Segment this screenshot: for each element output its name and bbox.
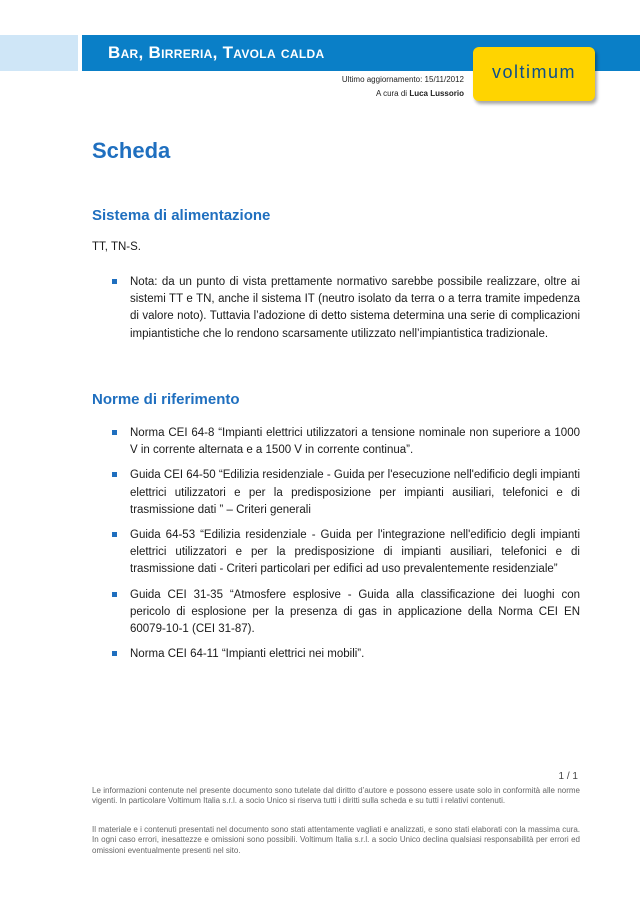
power-system-notes xyxy=(92,274,580,351)
list-item: Norma CEI 64-11 “Impianti elettrici nei mobili”. xyxy=(92,646,580,663)
reference-norms-list xyxy=(92,425,580,671)
heading-reference-norms: Norme di riferimento xyxy=(92,391,240,408)
disclaimer-notice: Il materiale e i contenuti presentati nel documento sono stati attentamente vagliati e analizzati, e sono stati elaborati con la massima cura. In ogni caso errori, inesattezze e omissioni sono possibili. Voltimum Italia s.r.l. a socio Unico declina qualsiasi responsabilità per errori ed omissioni eventualmente presenti nel sito. xyxy=(92,825,580,855)
bullet-icon xyxy=(112,472,117,477)
header-band-accent xyxy=(0,35,78,71)
voltimum-logo[interactable] xyxy=(473,47,595,101)
bullet-icon xyxy=(112,592,117,597)
heading-power-system: Sistema di alimentazione xyxy=(92,207,271,224)
last-updated: Ultimo aggiornamento: 15/11/2012 xyxy=(341,75,464,84)
list-item: Guida CEI 31-35 “Atmosfere esplosive - Guida alla classificazione dei luoghi con pericolo di esplosione per la presenza di gas in applicazione della Norma CEI EN 60079-10-1 (CEI 31-87). xyxy=(92,587,580,639)
list-item: Nota: da un punto di vista prettamente normativo sarebbe possibile realizzare, oltre ai sistemi TT e TN, anche il sistema IT (neutro isolato da terra o a terra tramite impedenza di valore noto). Tuttavia l’adozione di detto sistema determina una serie di complicazioni impiantistiche che lo rendono scarsamente utilizzato nell’impiantistica tradizionale. xyxy=(92,274,580,343)
copyright-notice: Le informazioni contenute nel presente documento sono tutelate dal diritto d’autore e possono essere usate solo in conformità alle norme vigenti. In particolare Voltimum Italia s.r.l. a socio Unico si riserva tutti i diritti sulla scheda e su tutti i relativi contenuti. xyxy=(92,786,580,806)
logo-text: voltimum xyxy=(491,62,576,82)
list-item: Guida CEI 64-50 “Edilizia residenziale - Guida per l'esecuzione nell'edificio degli impianti elettrici utilizzatori e per la predisposizione per impianti ausiliari, telefonici e di trasmissione dati ” – Criteri generali xyxy=(92,467,580,519)
page-number: 1 / 1 xyxy=(558,771,578,782)
curated-by: A cura di Luca Lussorio xyxy=(375,89,464,98)
list-item: Guida 64-53 “Edilizia residenziale - Guida per l'integrazione nell'edificio degli impianti elettrici utilizzatori e per la predisposizione di impianti ausiliari, telefonici e di trasmissione dati - Criteri particolari per edifici ad uso prevalentemente residenziale” xyxy=(92,527,580,579)
bullet-icon xyxy=(112,430,117,435)
page-title: Scheda xyxy=(92,138,171,163)
section-title: Bar, Birreria, Tavola calda xyxy=(108,43,325,62)
bullet-icon xyxy=(112,279,117,284)
bullet-icon xyxy=(112,651,117,656)
author-name: Luca Lussorio xyxy=(409,89,464,98)
list-item: Norma CEI 64-8 “Impianti elettrici utilizzatori a tensione nominale non superiore a 1000 V in corrente alternata e a 1500 V in corrente continua”. xyxy=(92,425,580,459)
power-system-text: TT, TN-S. xyxy=(92,241,141,253)
bullet-icon xyxy=(112,532,117,537)
